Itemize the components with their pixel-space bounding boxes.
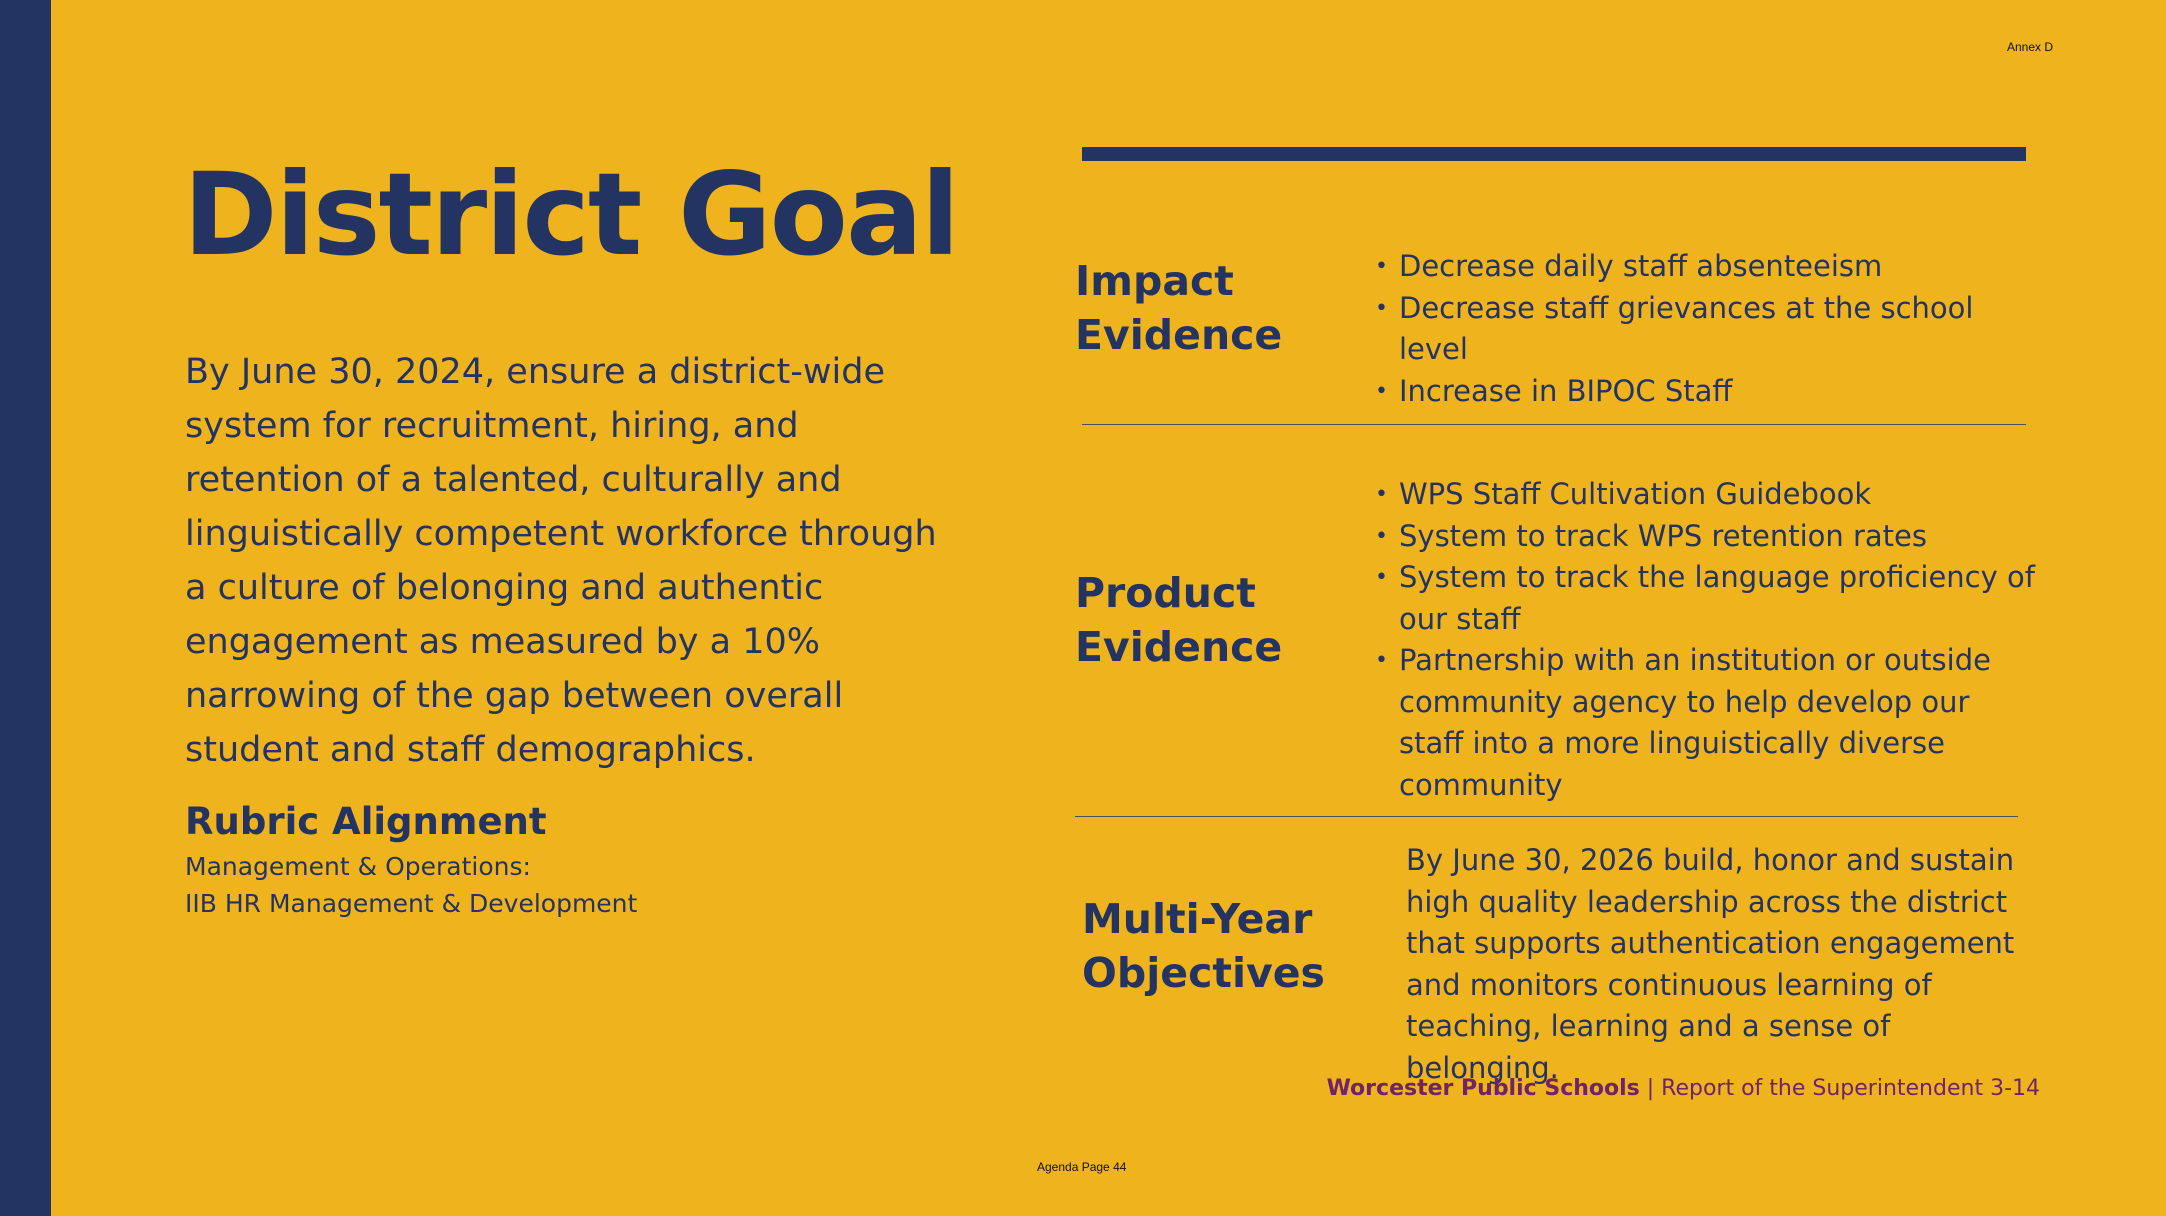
- bullet-icon: •: [1375, 295, 1388, 321]
- agenda-page-label: Agenda Page 44: [1037, 1160, 1127, 1174]
- district-goal-text: By June 30, 2024, ensure a district-wide system for recruitment, hiring, and retention of a talented, culturally and linguistically competent workforce through a culture of belonging and authentic engagement as measured by a 10% narrowing of the gap between overall student and staff demographics.: [185, 352, 937, 770]
- district-goal-title: District Goal: [183, 148, 959, 281]
- list-item-text: System to track the language proficiency of our staff: [1399, 560, 2035, 636]
- footer-report: Report of the Superintendent 3-14: [1661, 1076, 2040, 1101]
- list-item: [1375, 371, 2039, 413]
- product-evidence-list: [1375, 474, 2039, 806]
- list-item: [1375, 557, 2039, 640]
- section-divider-1: [1082, 424, 2026, 425]
- bullet-icon: •: [1375, 482, 1388, 507]
- list-item: [1375, 516, 2039, 558]
- list-item-text: Increase in BIPOC Staff: [1399, 373, 1733, 408]
- list-item-text: Decrease staff grievances at the school level: [1399, 290, 1974, 366]
- list-item-text: System to track WPS retention rates: [1399, 518, 1928, 553]
- list-item: [1375, 640, 2039, 806]
- multi-year-label-line-2: Objectives: [1082, 949, 1325, 997]
- rubric-alignment-line-2: IIB HR Management & Development: [185, 889, 638, 918]
- section-divider-2: [1075, 816, 2018, 817]
- list-item-text: WPS Staff Cultivation Guidebook: [1399, 477, 1872, 511]
- impact-label-line-2: Evidence: [1075, 311, 1283, 359]
- footer: [1327, 1076, 2040, 1101]
- left-accent-bar: [0, 0, 51, 1216]
- bullet-icon: •: [1375, 648, 1388, 673]
- rubric-alignment-heading: Rubric Alignment: [185, 800, 547, 843]
- multi-year-objectives-label: [1082, 892, 1325, 1000]
- product-evidence-label: [1075, 566, 1282, 674]
- impact-label-line-1: Impact: [1075, 257, 1234, 305]
- multi-year-objectives-text: By June 30, 2026 build, honor and sustain high quality leadership across the district that supports authentication engagement and monitors continuous learning of teaching, learning and a sense of belonging.: [1406, 843, 2015, 1085]
- footer-organization: Worcester Public Schools: [1326, 1076, 1640, 1101]
- bullet-icon: •: [1375, 565, 1388, 590]
- footer-separator: |: [1639, 1076, 1662, 1101]
- impact-evidence-list: [1375, 246, 2039, 412]
- top-divider-bar: [1082, 147, 2026, 161]
- product-label-line-1: Product: [1075, 569, 1256, 617]
- bullet-icon: •: [1375, 254, 1388, 279]
- list-item: [1375, 474, 2039, 516]
- rubric-alignment-line-1: Management & Operations:: [185, 852, 531, 881]
- impact-evidence-label: [1075, 254, 1282, 362]
- annex-label: Annex D: [2006, 40, 2053, 54]
- list-item: [1375, 246, 2039, 288]
- multi-year-label-line-1: Multi-Year: [1082, 895, 1313, 943]
- product-label-line-2: Evidence: [1075, 623, 1283, 671]
- list-item-text: Decrease daily staff absenteeism: [1399, 249, 1883, 283]
- bullet-icon: •: [1375, 523, 1388, 549]
- list-item: [1375, 288, 2039, 371]
- bullet-icon: •: [1375, 378, 1388, 404]
- list-item-text: Partnership with an institution or outside community agency to help develop our staff into a more linguistically diverse community: [1399, 643, 1991, 802]
